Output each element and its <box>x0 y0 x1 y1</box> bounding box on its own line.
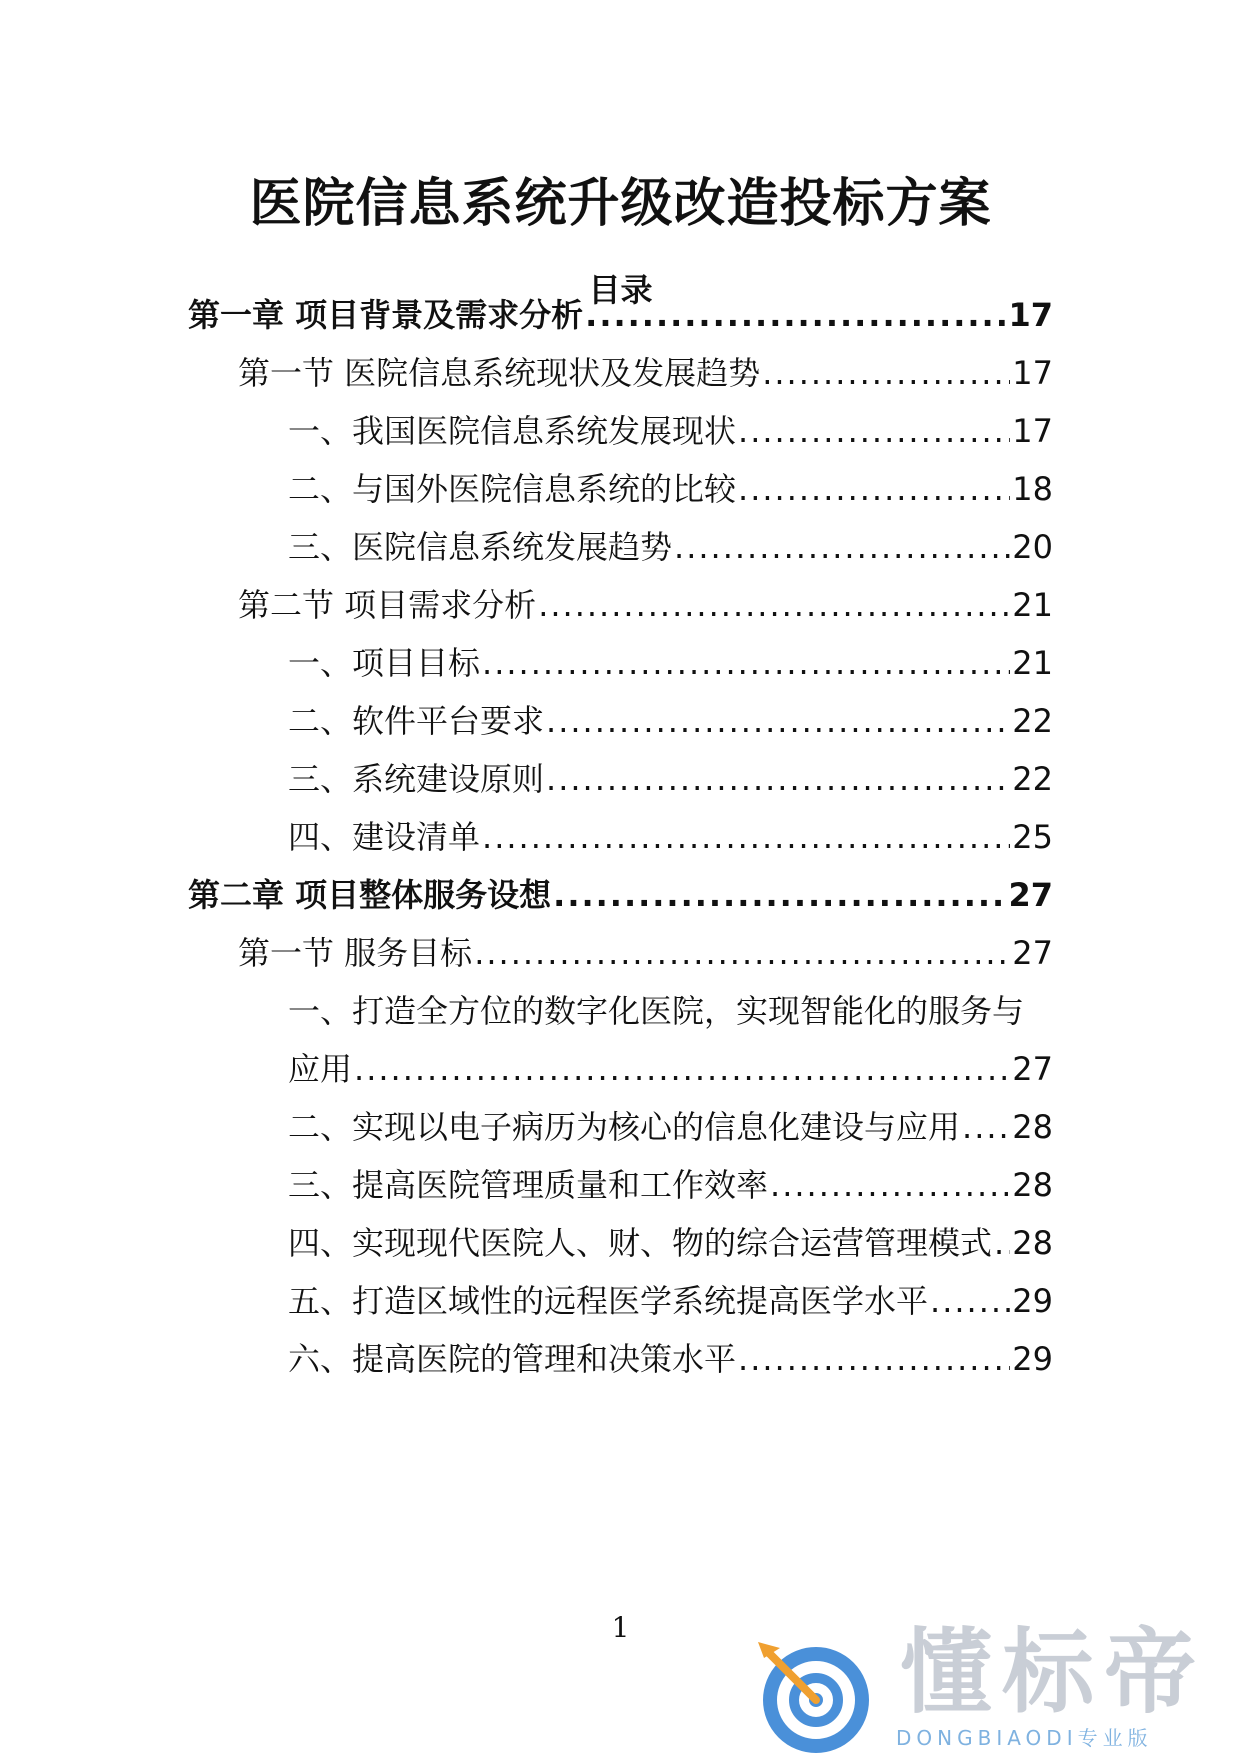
toc-leader <box>994 1218 1010 1268</box>
toc-page: 29 <box>1012 1282 1053 1320</box>
toc-leader <box>770 1160 1010 1210</box>
toc-page: 17 <box>1008 296 1053 334</box>
toc-entry-item[interactable] <box>288 522 1053 572</box>
toc-page: 20 <box>1012 528 1053 566</box>
toc-entry-section[interactable] <box>238 580 1053 630</box>
toc-entry-item[interactable] <box>288 696 1053 746</box>
toc-label: 六、提高医院的管理和决策水平 <box>288 1340 737 1378</box>
toc-entry-item[interactable] <box>288 1160 1053 1210</box>
toc-page: 27 <box>1012 934 1053 972</box>
toc-label: 二、实现以电子病历为核心的信息化建设与应用 <box>288 1108 961 1146</box>
toc-label: 一、我国医院信息系统发展现状 <box>288 412 737 450</box>
target-logo-icon <box>750 1618 880 1754</box>
toc-leader <box>738 464 1010 514</box>
toc-leader <box>546 696 1010 746</box>
toc-label: 四、建设清单 <box>288 818 481 856</box>
toc-label: 第二节 项目需求分析 <box>238 586 537 624</box>
toc-entry-item[interactable] <box>288 812 1053 862</box>
toc-page: 27 <box>1012 1050 1053 1088</box>
toc-leader <box>354 1044 1010 1094</box>
brand-watermark <box>740 1618 1240 1754</box>
toc-entry-chapter[interactable] <box>188 870 1053 920</box>
toc-page: 29 <box>1012 1340 1053 1378</box>
toc-leader <box>553 870 1006 920</box>
toc-entry-section[interactable] <box>238 348 1053 398</box>
page-number: 1 <box>611 1611 630 1644</box>
toc-page: 27 <box>1008 876 1053 914</box>
toc-page: 25 <box>1012 818 1053 856</box>
toc-page: 28 <box>1012 1224 1053 1262</box>
toc-label: 第二章 项目整体服务设想 <box>188 876 552 914</box>
toc-leader <box>585 290 1006 340</box>
toc-leader <box>538 580 1010 630</box>
toc-page: 21 <box>1012 644 1053 682</box>
toc-entry-section[interactable] <box>238 928 1053 978</box>
toc-label: 四、实现现代医院人、财、物的综合运营管理模式 <box>288 1224 993 1262</box>
toc-entry-item[interactable] <box>288 1102 1053 1152</box>
document-title: 医院信息系统升级改造投标方案 <box>249 174 992 234</box>
toc-entry-item[interactable] <box>288 406 1053 456</box>
toc-leader <box>962 1102 1010 1152</box>
brand-subtitle: DONGBIAODI专业版 <box>896 1726 1153 1750</box>
toc-page: 28 <box>1012 1108 1053 1146</box>
toc-label: 五、打造区域性的远程医学系统提高医学水平 <box>288 1282 929 1320</box>
toc-entry-item[interactable] <box>288 1218 1053 1268</box>
toc-label: 第一章 项目背景及需求分析 <box>188 296 584 334</box>
toc-leader <box>482 638 1010 688</box>
toc-label: 第一节 医院信息系统现状及发展趋势 <box>238 354 761 392</box>
toc-label: 二、与国外医院信息系统的比较 <box>288 470 737 508</box>
toc-page: 21 <box>1012 586 1053 624</box>
toc-label: 三、提高医院管理质量和工作效率 <box>288 1166 769 1204</box>
toc-leader <box>482 812 1010 862</box>
toc-page: 17 <box>1012 354 1053 392</box>
toc-page: 28 <box>1012 1166 1053 1204</box>
toc-leader <box>762 348 1010 398</box>
toc-entry-item[interactable] <box>288 464 1053 514</box>
toc-label: 二、软件平台要求 <box>288 702 545 740</box>
toc-entry-item[interactable] <box>288 638 1053 688</box>
toc-page: 22 <box>1012 760 1053 798</box>
toc-heading: 目录 <box>588 271 653 309</box>
toc-entry-item[interactable] <box>288 754 1053 804</box>
toc-entry-wrapped-line[interactable]: 一、打造全方位的数字化医院，实现智能化的服务与 <box>288 992 1025 1030</box>
toc-entry-item[interactable] <box>288 1276 1053 1326</box>
toc-entry-chapter[interactable] <box>188 290 1053 340</box>
toc-entry-item[interactable] <box>288 1044 1053 1094</box>
toc-label: 三、医院信息系统发展趋势 <box>288 528 673 566</box>
toc-leader <box>930 1276 1010 1326</box>
toc-entry-item[interactable] <box>288 1334 1053 1384</box>
toc-page: 18 <box>1012 470 1053 508</box>
toc-leader <box>546 754 1010 804</box>
toc-page: 17 <box>1012 412 1053 450</box>
toc-leader <box>674 522 1010 572</box>
toc-leader <box>474 928 1010 978</box>
toc-leader <box>738 406 1010 456</box>
brand-name: 懂标帝 <box>900 1619 1207 1726</box>
toc-label: 一、项目目标 <box>288 644 481 682</box>
toc-label: 第一节 服务目标 <box>238 934 473 972</box>
toc-page: 22 <box>1012 702 1053 740</box>
toc-label: 应用 <box>288 1050 353 1088</box>
toc-leader <box>738 1334 1010 1384</box>
toc-label: 三、系统建设原则 <box>288 760 545 798</box>
